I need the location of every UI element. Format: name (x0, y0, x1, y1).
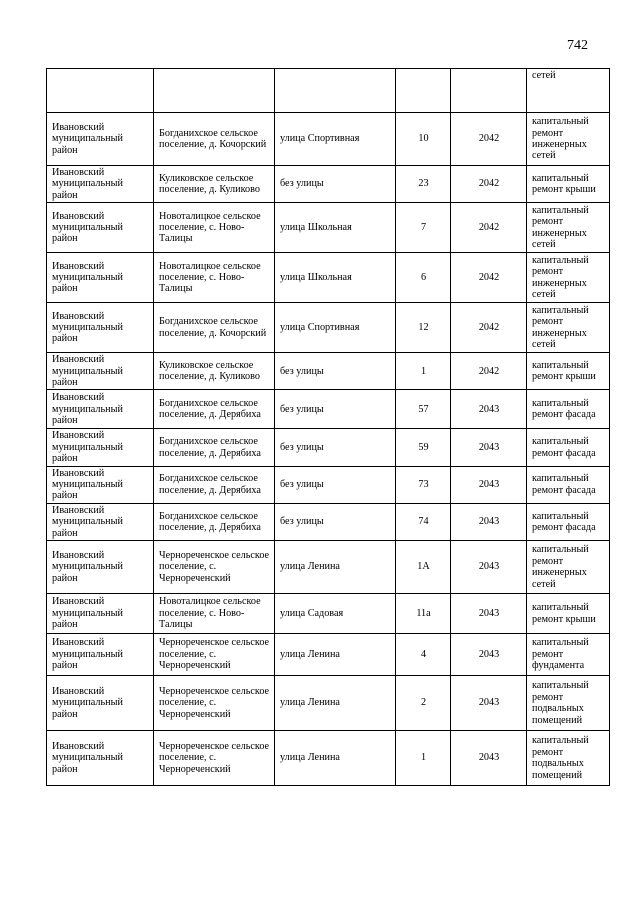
street-cell: улица Ленина (275, 731, 396, 786)
settlement-cell (154, 69, 275, 113)
settlement-cell: Богданихское сельское поселение, д. Кочорский (154, 113, 275, 166)
work-type-cell: капитальный ремонт крыши (527, 594, 610, 634)
street-cell: улица Ленина (275, 541, 396, 594)
year-cell: 2042 (451, 253, 527, 303)
table-row (47, 429, 610, 466)
district-cell: Ивановский муниципальный район (47, 113, 154, 166)
repair-schedule-table (46, 68, 610, 786)
house-cell: 7 (396, 203, 451, 253)
table-row (47, 390, 610, 429)
work-type-cell: капитальный ремонт фасада (527, 390, 610, 429)
house-cell: 1 (396, 731, 451, 786)
district-cell: Ивановский муниципальный район (47, 731, 154, 786)
table-body (47, 69, 610, 786)
house-cell: 12 (396, 303, 451, 353)
street-cell: улица Школьная (275, 203, 396, 253)
year-cell (451, 69, 527, 113)
year-cell: 2043 (451, 731, 527, 786)
page-number: 742 (567, 38, 588, 53)
district-cell: Ивановский муниципальный район (47, 594, 154, 634)
work-type-cell: капитальный ремонт инженерных сетей (527, 253, 610, 303)
district-cell: Ивановский муниципальный район (47, 676, 154, 731)
settlement-cell: Богданихское сельское поселение, д. Дерябиха (154, 390, 275, 429)
house-cell: 10 (396, 113, 451, 166)
table-row (47, 203, 610, 253)
house-cell (396, 69, 451, 113)
district-cell: Ивановский муниципальный район (47, 541, 154, 594)
house-cell: 1 (396, 353, 451, 390)
district-cell: Ивановский муниципальный район (47, 353, 154, 390)
district-cell (47, 69, 154, 113)
table-row (47, 166, 610, 203)
year-cell: 2043 (451, 390, 527, 429)
district-cell: Ивановский муниципальный район (47, 429, 154, 466)
year-cell: 2043 (451, 466, 527, 503)
house-cell: 6 (396, 253, 451, 303)
street-cell: без улицы (275, 466, 396, 503)
settlement-cell: Богданихское сельское поселение, д. Дерябиха (154, 503, 275, 540)
district-cell: Ивановский муниципальный район (47, 390, 154, 429)
table-row (47, 731, 610, 786)
work-type-cell: капитальный ремонт фасада (527, 503, 610, 540)
house-cell: 4 (396, 634, 451, 676)
year-cell: 2042 (451, 203, 527, 253)
settlement-cell: Чернореченское сельское поселение, с. Чернореченский (154, 731, 275, 786)
house-cell: 57 (396, 390, 451, 429)
house-cell: 23 (396, 166, 451, 203)
table-row (47, 503, 610, 540)
district-cell: Ивановский муниципальный район (47, 303, 154, 353)
work-type-cell: капитальный ремонт фасада (527, 429, 610, 466)
work-type-cell: капитальный ремонт фундамента (527, 634, 610, 676)
year-cell: 2043 (451, 676, 527, 731)
street-cell: без улицы (275, 166, 396, 203)
settlement-cell: Новоталицкое сельское поселение, с. Ново-Талицы (154, 203, 275, 253)
work-type-cell: капитальный ремонт инженерных сетей (527, 541, 610, 594)
work-type-cell: капитальный ремонт крыши (527, 353, 610, 390)
year-cell: 2043 (451, 503, 527, 540)
year-cell: 2043 (451, 541, 527, 594)
district-cell: Ивановский муниципальный район (47, 203, 154, 253)
year-cell: 2042 (451, 353, 527, 390)
table-row (47, 113, 610, 166)
year-cell: 2042 (451, 166, 527, 203)
work-type-cell: капитальный ремонт инженерных сетей (527, 203, 610, 253)
street-cell: улица Школьная (275, 253, 396, 303)
house-cell: 59 (396, 429, 451, 466)
table-row (47, 594, 610, 634)
year-cell: 2042 (451, 303, 527, 353)
house-cell: 11а (396, 594, 451, 634)
street-cell: улица Спортивная (275, 303, 396, 353)
year-cell: 2043 (451, 634, 527, 676)
street-cell: без улицы (275, 503, 396, 540)
work-type-cell: капитальный ремонт подвальных помещений (527, 676, 610, 731)
district-cell: Ивановский муниципальный район (47, 466, 154, 503)
year-cell: 2043 (451, 429, 527, 466)
settlement-cell: Куликовское сельское поселение, д. Куликово (154, 166, 275, 203)
settlement-cell: Богданихское сельское поселение, д. Кочорский (154, 303, 275, 353)
district-cell: Ивановский муниципальный район (47, 253, 154, 303)
house-cell: 2 (396, 676, 451, 731)
year-cell: 2042 (451, 113, 527, 166)
street-cell: улица Садовая (275, 594, 396, 634)
house-cell: 73 (396, 466, 451, 503)
settlement-cell: Богданихское сельское поселение, д. Дерябиха (154, 466, 275, 503)
street-cell: без улицы (275, 353, 396, 390)
settlement-cell: Новоталицкое сельское поселение, с. Ново-Талицы (154, 253, 275, 303)
street-cell: улица Спортивная (275, 113, 396, 166)
table-row (47, 253, 610, 303)
work-type-cell: капитальный ремонт фасада (527, 466, 610, 503)
street-cell: улица Ленина (275, 634, 396, 676)
work-type-cell: сетей (527, 69, 610, 113)
settlement-cell: Богданихское сельское поселение, д. Дерябиха (154, 429, 275, 466)
table-row (47, 466, 610, 503)
work-type-cell: капитальный ремонт крыши (527, 166, 610, 203)
work-type-cell: капитальный ремонт подвальных помещений (527, 731, 610, 786)
house-cell: 1А (396, 541, 451, 594)
district-cell: Ивановский муниципальный район (47, 503, 154, 540)
table-row (47, 634, 610, 676)
settlement-cell: Чернореченское сельское поселение, с. Чернореченский (154, 676, 275, 731)
district-cell: Ивановский муниципальный район (47, 634, 154, 676)
table-row (47, 541, 610, 594)
settlement-cell: Куликовское сельское поселение, д. Куликово (154, 353, 275, 390)
district-cell: Ивановский муниципальный район (47, 166, 154, 203)
settlement-cell: Чернореченское сельское поселение, с. Чернореченский (154, 634, 275, 676)
settlement-cell: Новоталицкое сельское поселение, с. Ново-Талицы (154, 594, 275, 634)
street-cell (275, 69, 396, 113)
settlement-cell: Чернореченское сельское поселение, с. Чернореченский (154, 541, 275, 594)
table-row (47, 676, 610, 731)
table-row (47, 353, 610, 390)
year-cell: 2043 (451, 594, 527, 634)
work-type-cell: капитальный ремонт инженерных сетей (527, 113, 610, 166)
street-cell: без улицы (275, 390, 396, 429)
work-type-cell: капитальный ремонт инженерных сетей (527, 303, 610, 353)
continuation-row (47, 69, 610, 113)
street-cell: без улицы (275, 429, 396, 466)
house-cell: 74 (396, 503, 451, 540)
street-cell: улица Ленина (275, 676, 396, 731)
table-row (47, 303, 610, 353)
